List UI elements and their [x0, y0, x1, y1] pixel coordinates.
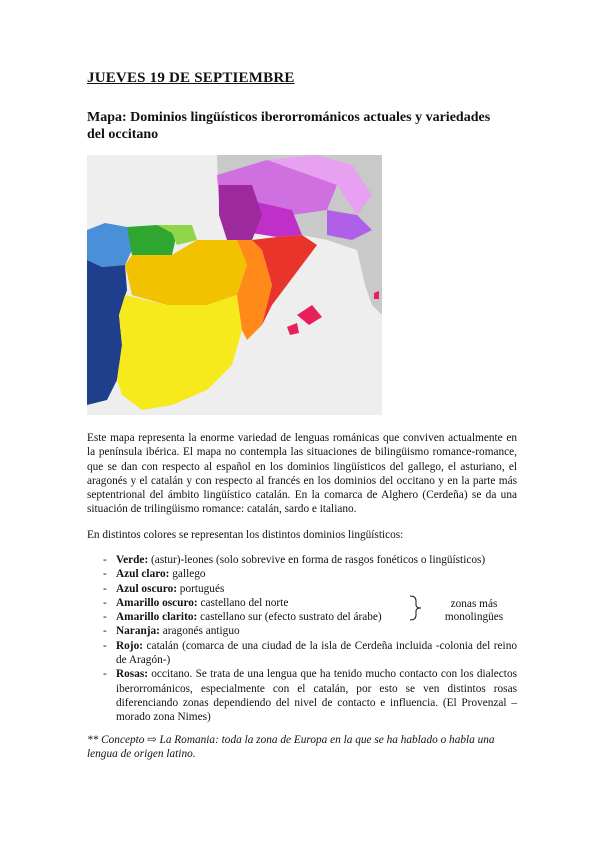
legend-text: occitano. Se trata de una lengua que ha tenido mucho contacto con los dialectos iberorrománicos, especialmente con el catalán, por esto se ven distintos rosas diferenciando zonas dependiendo del nivel de contacto e influencia. (El Provenzal – morado zona Nimes)	[116, 668, 517, 724]
legend-item-amarillo-oscuro: - Amarillo oscuro: castellano del norte	[103, 596, 289, 609]
legend-item-rosas: - Rosas: occitano. Se trata de una lengua que ha tenido mucho contacto con los dialectos iberorrománicos, especialmente con el catalán, por esto se ven distintos rosas diferenciando zonas dependiendo del nivel de contacto e influencia. (El Provenzal – morado zona Nimes)	[103, 668, 517, 724]
legend-label: Rosas:	[116, 668, 149, 681]
legend-label: Azul claro:	[116, 568, 170, 581]
legend-label: Rojo:	[116, 639, 143, 652]
legend-item-verde: - Verde: (astur)-leones (solo sobrevive en forma de rasgos fonéticos o lingüísticos)	[103, 554, 486, 566]
legend-item-naranja: - Naranja: aragonés antiguo	[103, 625, 240, 638]
concept-note: ** Concepto ⇨ La Romania: toda la zona de Europa en la que se ha hablado o habla una lengua de origen latino.	[87, 734, 495, 761]
legend-item-azul-oscuro: - Azul oscuro: portugués	[103, 582, 225, 595]
legend-text: castellano sur (efecto sustrato del árabe)	[197, 611, 382, 624]
legend-item-azul-claro: - Azul claro: gallego	[103, 568, 206, 581]
page-date-heading: JUEVES 19 DE SEPTIEMBRE	[87, 70, 295, 86]
monolingual-zones-note: zonas más monolingües	[444, 598, 504, 623]
legend-label: Naranja:	[116, 625, 160, 638]
legend-label: Azul oscuro:	[116, 582, 177, 595]
legend-item-amarillo-clarito: - Amarillo clarito: castellano sur (efecto sustrato del árabe)	[103, 611, 382, 624]
map-description-paragraph: Este mapa representa la enorme variedad de lenguas románicas que conviven actualmente en la península ibérica. El mapa no contempla las situaciones de bilingüismo romance-romance, que se dan con respecto al español en los dominios lingüísticos del gallego, el asturiano, el aragonés y el catalán y con respecto al francés en los dominios del occitano y en la parte más septentrional del ámbito lingüístico catalán. En la comarca de Alghero (Cerdeña) se da una situación de trilingüismo romance: catalán, sardo e italiano.	[87, 432, 517, 516]
colors-intro-paragraph: En distintos colores se representan los distintos dominios lingüísticos:	[87, 529, 404, 541]
legend-item-rojo: - Rojo: catalán (comarca de una ciudad de la isla de Cerdeña incluida -colonia del reino de Aragón-)	[103, 639, 517, 667]
legend-label: Verde:	[116, 554, 149, 566]
legend-label: Amarillo clarito:	[116, 611, 198, 624]
legend-text: (astur)-leones (solo sobrevive en forma de rasgos fonéticos o lingüísticos)	[148, 554, 486, 566]
legend-text: aragonés antiguo	[159, 625, 240, 638]
legend-text: portugués	[176, 582, 225, 595]
legend-text: gallego	[169, 568, 206, 581]
legend-text: catalán (comarca de una ciudad de la isla de Cerdeña incluida -colonia del reino de Aragón-)	[116, 639, 517, 667]
legend-text: castellano del norte	[197, 596, 289, 609]
legend-list	[103, 553, 517, 725]
galician-region	[87, 223, 132, 267]
iberorromance-language-map	[87, 155, 382, 415]
legend-label: Amarillo oscuro:	[116, 596, 198, 609]
section-title: Mapa: Dominios lingüísticos iberorrománicos actuales y variedades del occitano	[87, 110, 491, 142]
right-brace-icon	[409, 595, 423, 621]
